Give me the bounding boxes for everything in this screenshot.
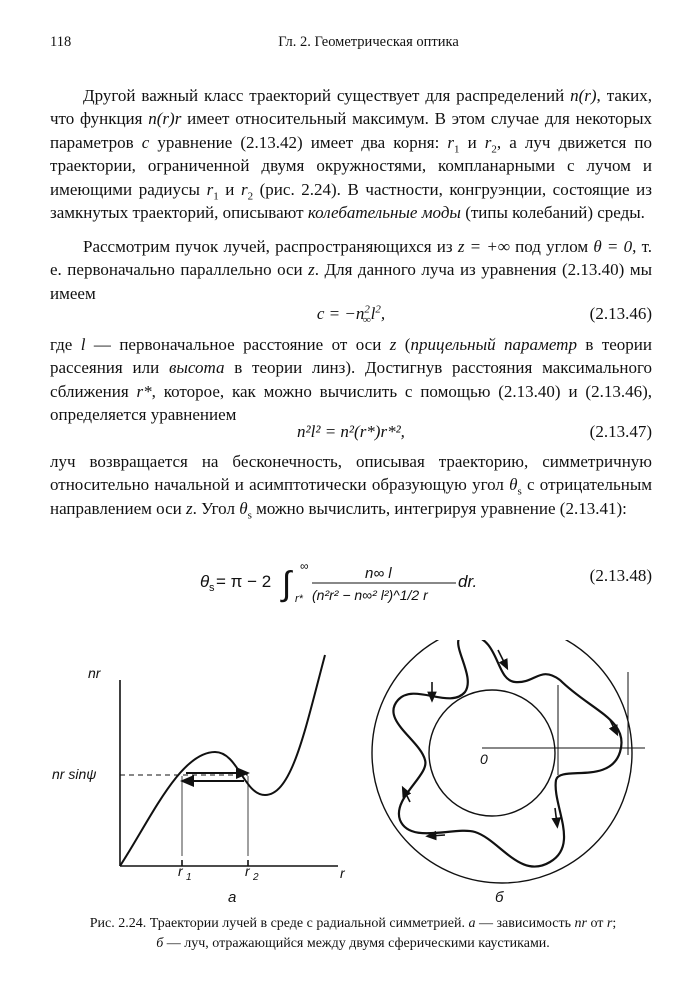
- text-run: можно вычислить, интегрируя уравнение (2.13.41):: [251, 498, 627, 518]
- text-run: . Угол: [192, 498, 240, 518]
- text-run: Другой важный класс траекторий существует для распределений: [83, 86, 571, 105]
- ray-arrow-5: [430, 835, 445, 836]
- lhs-mid: = π − 2: [216, 572, 272, 591]
- text-run: и: [459, 132, 485, 152]
- paragraph-3: [50, 333, 652, 427]
- denominator: (n²r² − n∞² l²)^1/2 r: [312, 587, 428, 603]
- running-title: Гл. 2. Геометрическая оптика: [278, 34, 459, 50]
- level-label: nr sinψ: [52, 766, 97, 782]
- numerator: n∞ l: [365, 565, 392, 582]
- panel-a-labels: [52, 665, 346, 906]
- text-run: с отрицательным направлением оси: [50, 475, 652, 518]
- subscript: 2: [491, 143, 497, 156]
- caption-emph: б: [156, 936, 164, 951]
- panel-a-label: а: [228, 889, 237, 906]
- panel-a: [120, 655, 338, 866]
- emphasis: прицельный параметр: [410, 335, 577, 354]
- equation-number: (2.13.47): [589, 422, 652, 441]
- caption-emph: r: [606, 916, 613, 931]
- text-run: в теории линз). Достигнув расстояния максимального сближения: [50, 358, 652, 401]
- text-run: где: [50, 335, 81, 354]
- integral-sign: ∫: [282, 565, 292, 603]
- equation-2-13-48: [50, 560, 652, 604]
- caption-emph: nr: [574, 916, 587, 931]
- math-run: c: [141, 132, 150, 152]
- emphasis: колебательные моды: [307, 203, 461, 223]
- integral-upper: ∞: [300, 560, 309, 573]
- text-run: , а луч движется по траектории, ограниченной двумя окружностями, компланарными с лучом и имеющими радиусы: [50, 132, 652, 199]
- r1-label: r: [178, 863, 183, 879]
- r1-sub: 1: [186, 872, 192, 883]
- lhs-theta: θ: [200, 572, 210, 591]
- paragraph-2: [50, 235, 652, 305]
- math-run: θ = 0: [593, 237, 633, 256]
- ray-arrow-4: [555, 808, 557, 824]
- subscript: 2: [247, 190, 254, 203]
- text-run: , которое, как можно вычислить с помощью (2.13.40) и (2.13.46), определяется уравнением: [50, 381, 652, 425]
- text-run: в теории рассеяния или: [50, 335, 652, 378]
- caption-text: — луч, отражающийся между двумя сферическими каустиками.: [163, 936, 550, 951]
- math-run: θ: [239, 498, 248, 518]
- math-run: θ: [509, 475, 518, 495]
- text-run: и: [218, 179, 241, 199]
- subscript: s: [517, 485, 522, 498]
- page-header: [0, 34, 697, 56]
- math-run: z: [185, 498, 193, 518]
- panel-b-label: б: [495, 889, 504, 906]
- text-run: под углом: [509, 237, 594, 256]
- equation-2-13-47: [50, 422, 652, 448]
- ray-path: [393, 640, 621, 867]
- page-number: 118: [50, 34, 72, 50]
- text-run: , т. е. первоначально параллельно оси: [50, 237, 652, 280]
- subscript: 1: [454, 143, 460, 156]
- text-run: (: [396, 335, 411, 354]
- paragraph-1: [50, 84, 652, 224]
- math-run: l: [80, 335, 86, 354]
- nr-curve: [120, 655, 325, 866]
- caption-text: Рис. 2.24. Траектории лучей в среде с радиальной симметрией.: [89, 916, 469, 931]
- figure-caption: [50, 914, 656, 954]
- math-run: n(r): [570, 86, 597, 105]
- text-run: . Для данного луча из уравнения (2.13.40) мы имеем: [50, 260, 653, 303]
- caption-emph: а: [468, 916, 476, 931]
- figure-svg: [0, 640, 697, 910]
- subscript: s: [247, 509, 252, 522]
- text-run: (типы колебаний) среды.: [460, 203, 645, 223]
- text-run: (рис. 2.24). В частности, конгруэнции, состоящие из замкнутых траекторий, описывают: [50, 179, 652, 223]
- r2-sub: 2: [253, 872, 259, 883]
- text-run: уравнение (2.13.42) имеет два корня:: [149, 132, 448, 152]
- origin-label: 0: [480, 751, 488, 767]
- math-run: n(r)r: [148, 109, 182, 129]
- math-run: z = +∞: [457, 237, 510, 256]
- equation-expression: n²l² = n²(r*)r*²,: [297, 422, 405, 441]
- figure-2-24: [0, 640, 697, 910]
- math-run: z: [308, 260, 315, 280]
- panel-b: [372, 640, 645, 883]
- differential: dr.: [458, 572, 478, 591]
- equation-number: (2.13.46): [589, 304, 652, 323]
- r2-label: r: [245, 863, 250, 879]
- math-run: r: [206, 179, 214, 199]
- math-run: r: [447, 132, 455, 152]
- subscript: 1: [213, 190, 219, 203]
- caption-text: — зависимость: [475, 916, 575, 931]
- text-run: , таких, что функция: [50, 86, 652, 129]
- integral-lower: r*: [295, 593, 303, 604]
- integral-formula: [50, 560, 652, 604]
- caption-text: ;: [612, 916, 617, 931]
- paragraph-4: [50, 450, 652, 520]
- lhs-sub: s: [209, 582, 215, 594]
- emphasis: высота: [168, 358, 225, 378]
- text-run: имеет относительный максимум. В этом случае для некоторых параметров: [50, 109, 653, 152]
- outer-circle: [372, 640, 632, 883]
- text-run: луч возвращается на бесконечность, описывая траекторию, симметричную относительно начальной и асимптотически образующую угол: [50, 452, 652, 495]
- math-run: z: [389, 335, 397, 354]
- x-axis-label: r: [340, 865, 345, 881]
- y-axis-label: nr: [88, 665, 101, 681]
- text-run: — первоначальное расстояние от оси: [85, 335, 390, 354]
- math-run: r: [484, 132, 492, 152]
- text-run: Рассмотрим пучок лучей, распространяющихся из: [83, 237, 458, 256]
- equation-number: (2.13.48): [589, 566, 652, 585]
- math-run: r: [240, 179, 248, 199]
- caption-text: от: [586, 916, 607, 931]
- equation-2-13-46: [50, 304, 652, 330]
- inner-circle: [429, 690, 555, 816]
- math-run: r*: [136, 381, 152, 401]
- equation-expression: $c = -n^2_\infty l^2$,: [316, 303, 386, 327]
